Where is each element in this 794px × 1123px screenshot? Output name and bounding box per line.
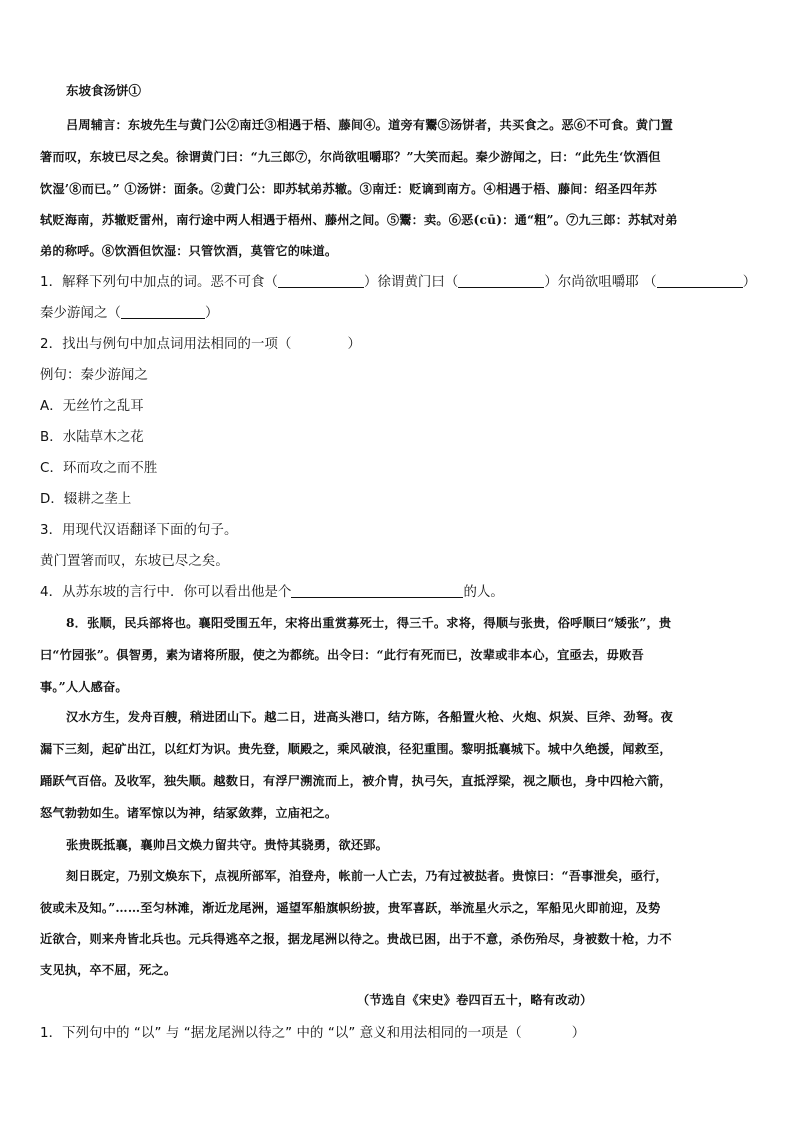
passage2-line-5: 漏下三刻，起矿出江，以红灯为识。贵先登，顺殿之，乘风破浪，径犯重围。黎明抵襄城下。城中久绝援，闻救至， (40, 742, 672, 756)
answer-blank[interactable] (458, 275, 544, 288)
passage1-line-3: 饮湿’⑧而已。” ①汤饼：面条。②黄门公：即苏轼弟苏辙。③南迁：贬谪到南方。④相遇于梧、藤间：绍圣四年苏 (40, 182, 657, 196)
passage1-line-5: 弟的称呼。⑧饮酒但饮湿：只管饮酒，莫管它的味道。 (40, 244, 338, 258)
question-3-sentence: 黄门置箸而叹，东坡已尽之矣。 (40, 554, 229, 569)
question-4-text: 的人。 (463, 585, 504, 600)
question-2-1 (40, 1022, 585, 1041)
passage1-line-4: 轼贬海南，苏辙贬雷州，南行途中两人相遇于梧州、藤州之间。⑤鬻：卖。⑥恶(cū)：通“粗”。⑦九三郎：苏轼对弟 (40, 213, 678, 227)
option-b[interactable]: B．水陆草木之花 (40, 430, 144, 445)
question-3: 3．用现代汉语翻译下面的句子。 (40, 523, 238, 538)
passage2-line-11: 近欲合，则来舟皆北兵也。元兵得逃卒之报，据龙尾洲以待之。贵战已困，出于不意，杀伤殆尽，身被数十枪，力不 (40, 932, 672, 946)
question-2 (40, 333, 361, 352)
question-2-1-text: 1．下列句中的 “以” 与 “据龙尾洲以待之” 中的 “以” 意义和用法相同的一项是（ (40, 1026, 522, 1041)
passage2-line-3: 事。”人人感奋。 (40, 680, 128, 694)
passage2-line-8: 张贵既抵襄，襄帅吕文焕力留共守。贵恃其骁勇，欲还郢。 (66, 838, 389, 852)
answer-blank[interactable] (278, 275, 364, 288)
question-1-text: ）尔尚欲咀嚼耶 （ (544, 275, 657, 290)
question-1-line-2 (40, 302, 218, 321)
passage2-line-2: 曰“竹园张”。俱智勇，素为诸将所服，使之为都统。出令曰：“此行有死而已，汝辈或非本心，宜亟去，毋败吾 (40, 648, 644, 662)
question-4 (40, 581, 504, 600)
question-2-1-text: ） (571, 1026, 586, 1041)
question-4-text: 4．从苏东坡的言行中．你可以看出他是个 (40, 585, 292, 600)
option-d[interactable]: D．辍耕之垄上 (40, 492, 132, 507)
question-1-text: 秦少游闻之（ (40, 306, 121, 321)
passage2-line-12: 支见执，卒不屈，死之。 (40, 963, 177, 977)
question-2-text: ） (347, 337, 361, 352)
question-1-text: 1．解释下列句中加点的词。恶不可食（ (40, 275, 278, 290)
passage2-line-4: 汉水方生，发舟百艘，稍进团山下。越二日，进高头港口，结方陈，各船置火枪、火炮、炽炭、巨斧、劲弩。夜 (66, 710, 673, 724)
question-1-line-1 (40, 271, 756, 290)
passage2-line-6: 踊跃气百倍。及收军，独失顺。越数日，有浮尸溯流而上，被介胄，执弓矢，直抵浮梁，视之顺也，身中四枪六箭， (40, 774, 672, 788)
passage1-title: 东坡食汤饼① (66, 83, 142, 98)
example-sentence: 例句：秦少游闻之 (40, 368, 148, 383)
answer-blank[interactable] (121, 306, 205, 319)
answer-blank[interactable] (291, 585, 463, 598)
passage2-line-9: 刻日既定，乃别文焕东下，点视所部军，洎登舟，帐前一人亡去，乃有过被挞者。贵惊曰：“吾事泄矣，亟行， (66, 869, 668, 883)
passage2-source: （节选自《宋史》卷四百五十，略有改动） (357, 993, 593, 1007)
passage2-line-10: 彼或未及知。”……至匀林滩，渐近龙尾洲，遥望军船旗帜纷披，贵军喜跃，举流星火示之，军船见火即前迎，及势 (40, 901, 661, 915)
passage1-line-1: 吕周辅言：东坡先生与黄门公②南迁③相遇于梧、藤间④。道旁有鬻⑤汤饼者，共买食之。恶⑥不可食。黄门置 (66, 118, 673, 132)
option-c[interactable]: C．环而攻之而不胜 (40, 461, 158, 476)
question-1-text: ）徐谓黄门曰（ (363, 275, 459, 290)
passage1-line-2: 箸而叹，东坡已尽之矣。徐谓黄门曰：“九三郎⑦，尔尚欲咀嚼耶？”大笑而起。秦少游闻之，曰：“此先生‘饮酒但 (40, 150, 661, 164)
answer-blank[interactable] (657, 275, 743, 288)
question-1-text: ） (742, 275, 757, 290)
passage2-line-7: 怒气勃勃如生。诸军惊以为神，结冢敛葬，立庙祀之。 (40, 806, 338, 820)
question-1-text: ） (204, 306, 219, 321)
question-2-text: 2．找出与例句中加点词用法相同的一项（ (40, 337, 292, 352)
option-a[interactable]: A．无丝竹之乱耳 (40, 399, 144, 414)
passage2-line-1: 8．张顺，民兵部将也。襄阳受围五年，宋将出重赏募死士，得三千。求将，得顺与张贵，俗呼顺曰“矮张”，贵 (66, 616, 672, 630)
